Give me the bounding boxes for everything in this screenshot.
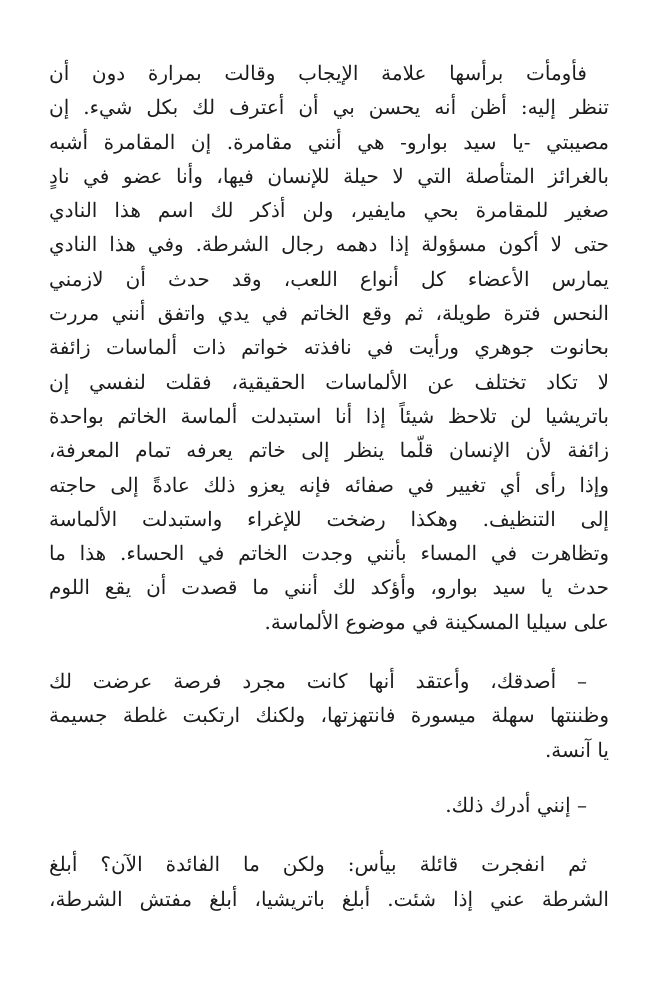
text-line: بحانوت جوهري ورأيت في نافذته خواتم ذات ألماسات زائفة (49, 335, 609, 360)
text-line: الشرطة عني إذا شئت. أبلغ باتريشيا، أبلغ مفتش الشرطة، (49, 886, 609, 911)
text-line: زائفة لأن الإنسان قلّما ينظر إلى خاتم يعرفه تمام المعرفة، (49, 438, 609, 463)
text-line: على سيليا المسكينة في موضوع الألماسة. (264, 609, 609, 634)
text-line: إلى التنظيف. وهكذا رضخت للإغراء واستبدلت الألماسة (49, 506, 609, 531)
text-line: حدث يا سيد بوارو، وأؤكد لك أنني ما قصدت أن يقع اللوم (49, 575, 609, 600)
text-line: بالغرائز المتأصلة التي لا حيلة للإنسان فيها، وأنا عضو في نادٍ (49, 163, 609, 188)
text-line: باتريشيا لن تلاحظ شيئاً إذا أنا استبدلت ألماسة الخاتم بواحدة (49, 403, 609, 428)
text-line: وإذا رأى أي تغيير في صفائه فإنه يعزو ذلك عادةً إلى حاجته (49, 472, 609, 497)
text-line: تنظر إليه: أظن أنه يحسن بي أن أعترف لك بكل شيء. إن (49, 95, 609, 120)
text-line: فأومأت برأسها علامة الإيجاب وقالت بمرارة دون أن (49, 61, 587, 85)
text-line: وتظاهرت في المساء بأنني وجدت الخاتم في الحساء. هذا ما (49, 541, 609, 566)
text-line: يمارس الأعضاء كل أنواع اللعب، وقد حدث أن لازمني (49, 266, 609, 291)
paragraph-acknowledge (49, 788, 609, 822)
text-line: مصيبتي -يا سيد بوارو- هي أنني مقامرة. إن المقامرة أشبه (49, 129, 609, 154)
paragraph-outburst (49, 847, 609, 916)
text-line: وظننتها سهلة ميسورة فانتهزتها، ولكنك ارتكبت غلطة جسيمة (49, 703, 609, 728)
text-line: يا آنسة. (544, 737, 609, 762)
paragraph-reply (49, 664, 609, 767)
text-line: – إنني أدرك ذلك. (445, 792, 587, 817)
text-line: لا تكاد تختلف عن الألماسات الحقيقية، فقلت لنفسي إن (49, 369, 609, 394)
book-page (49, 56, 609, 916)
text-line: النحس فترة طويلة، ثم وقع الخاتم في يدي واتفق أنني مررت (49, 301, 609, 326)
text-line: حتى لا أكون مسؤولة إذا دهمه رجال الشرطة. وفي هذا النادي (49, 232, 609, 257)
text-line: – أصدقك، وأعتقد أنها كانت مجرد فرصة عرضت لك (49, 669, 587, 694)
text-line: ثم انفجرت قائلة بيأس: ولكن ما الفائدة الآن؟ أبلغ (49, 852, 587, 877)
text-line: صغير للمقامرة بحي مايفير، ولن أذكر لك اسم هذا النادي (49, 198, 609, 223)
paragraph-confession (49, 56, 609, 639)
